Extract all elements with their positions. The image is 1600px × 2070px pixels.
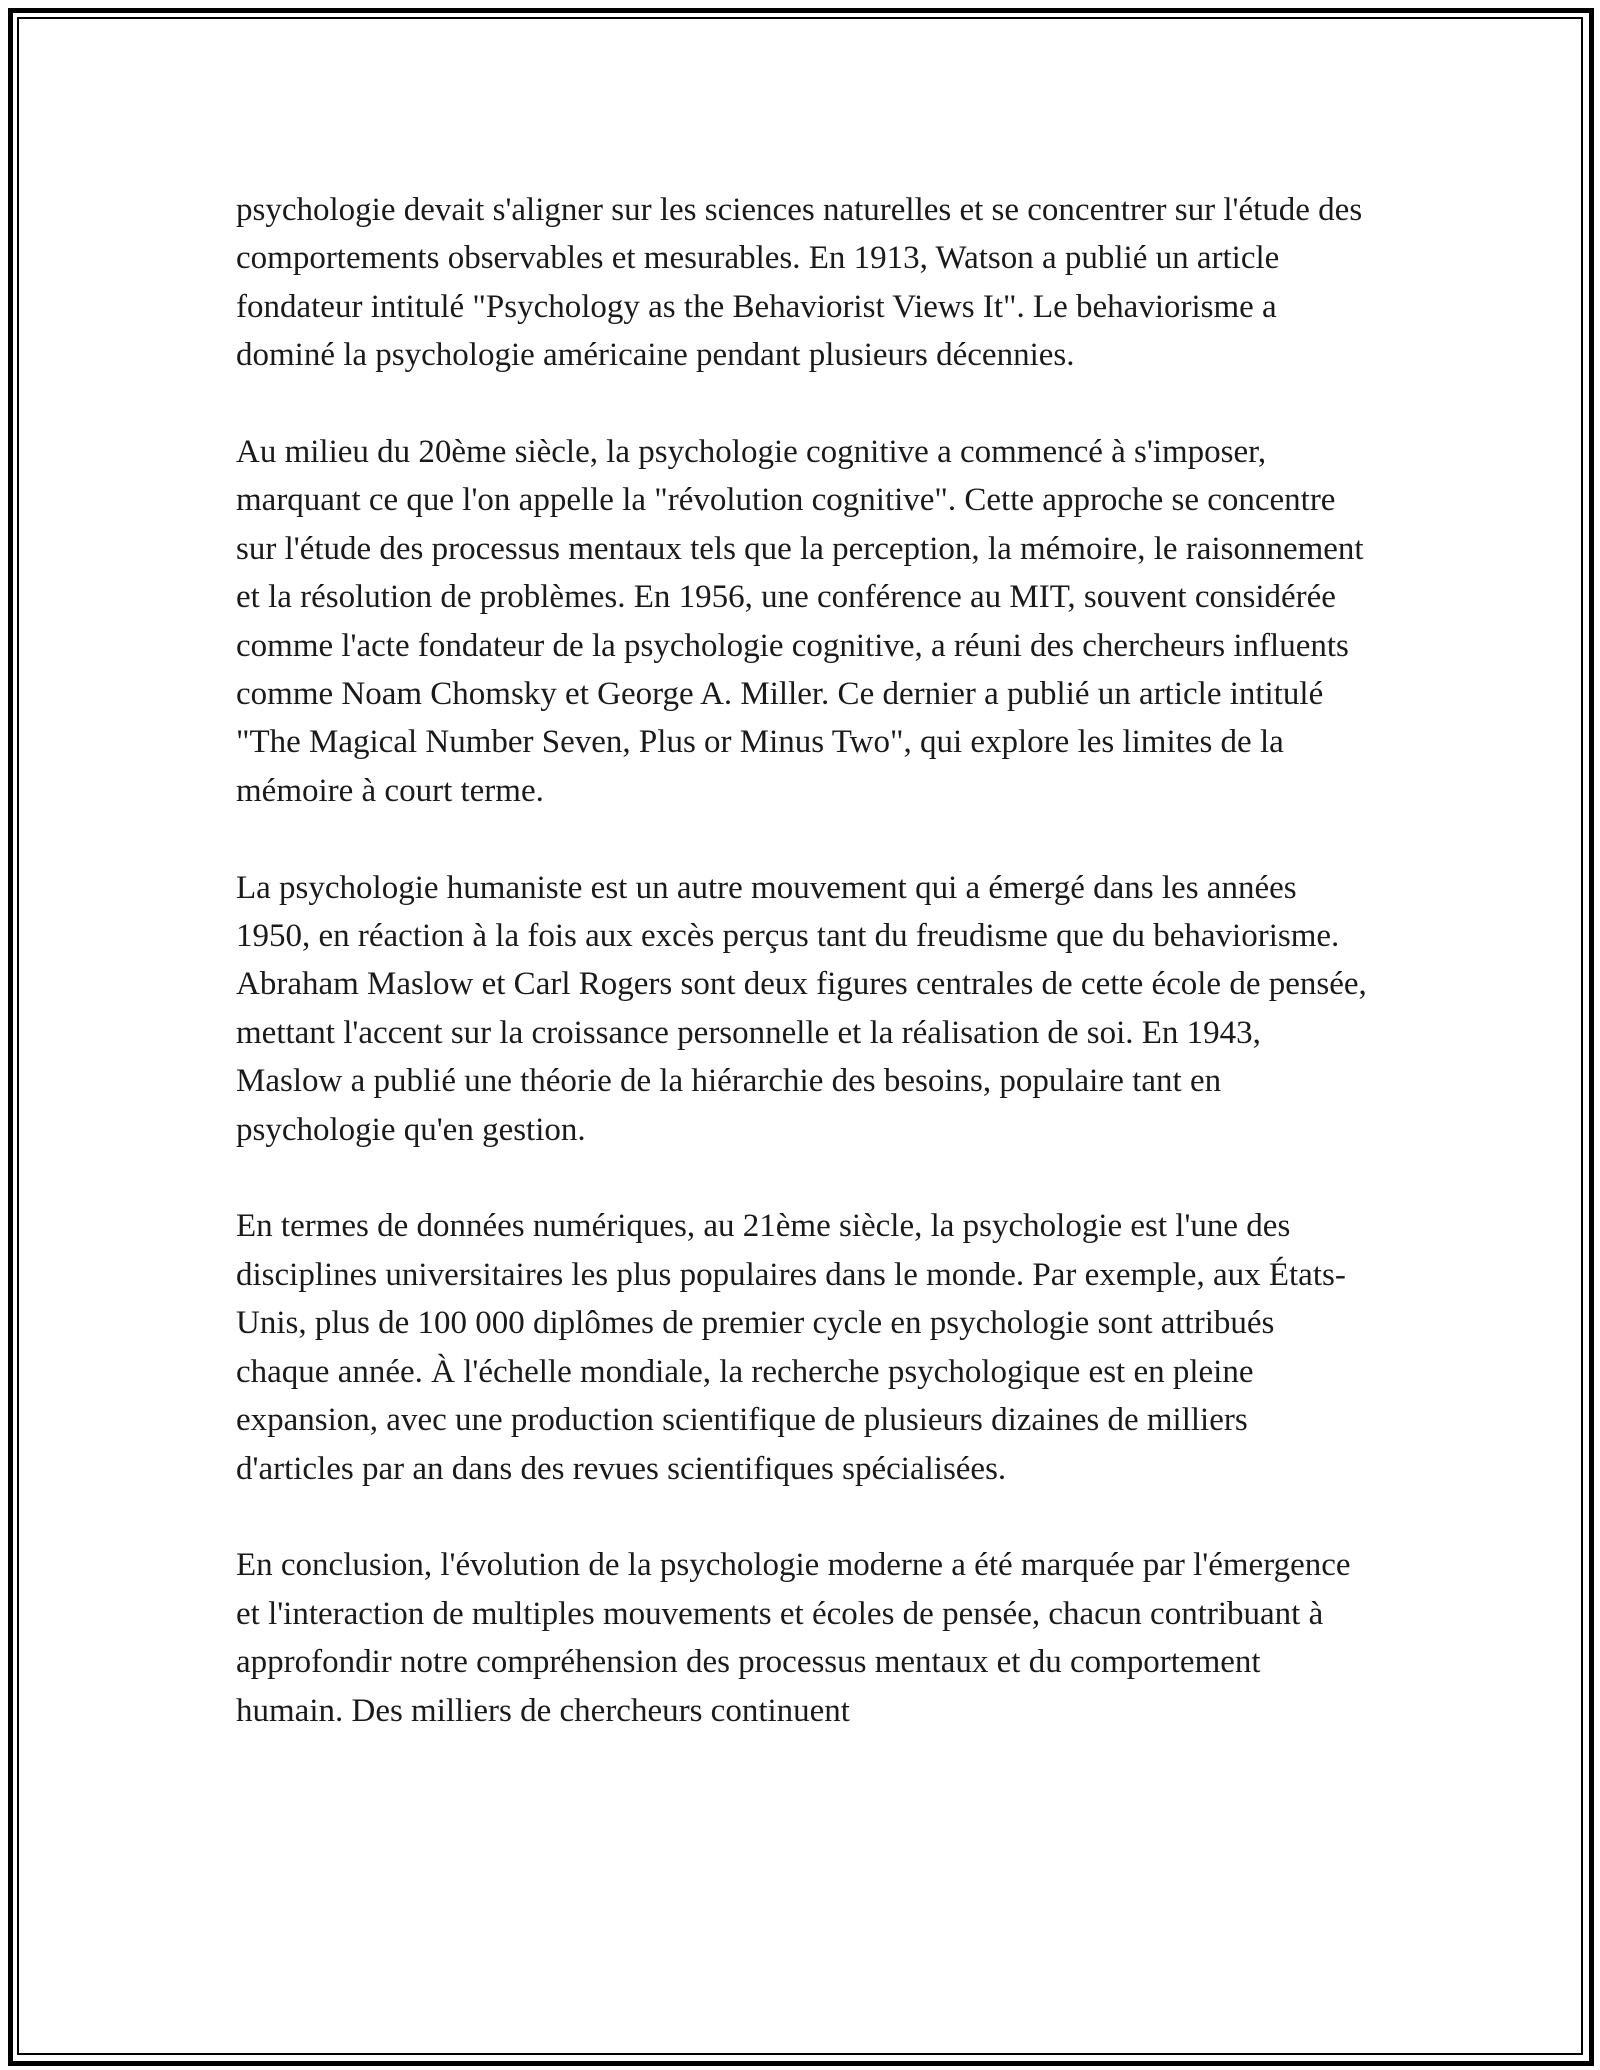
paragraph-humanistic-psychology: La psychologie humaniste est un autre mouvement qui a émergé dans les années 1950, en réaction à la fois aux excès perçus tant du freudisme que du behaviorisme. Abraham Maslow et Carl Rogers sont deux figures centrales de cette école de pensée, mettant l'accent sur la croissance personnelle et la réalisation de soi. En 1943, Maslow a publié une théorie de la hiérarchie des besoins, populaire tant en psychologie qu'en gestion. xyxy=(236,869,1367,1148)
document-body xyxy=(236,186,1371,1735)
paragraph-numeric-data: En termes de données numériques, au 21ème siècle, la psychologie est l'une des disciplines universitaires les plus populaires dans le monde. Par exemple, aux États-Unis, plus de 100 000 diplômes de premier cycle en psychologie sont attribués chaque année. À l'échelle mondiale, la recherche psychologique est en pleine expansion, avec une production scientifique de plusieurs dizaines de milliers d'articles par an dans des revues scientifiques spécialisées. xyxy=(236,1208,1346,1487)
paragraph-cognitive-psychology: Au milieu du 20ème siècle, la psychologie cognitive a commencé à s'imposer, marquant ce que l'on appelle la "révolution cognitive". Cette approche se concentre sur l'étude des processus mentaux tels que la perception, la mémoire, le raisonnement et la résolution de problèmes. En 1956, une conférence au MIT, souvent considérée comme l'acte fondateur de la psychologie cognitive, a réuni des chercheurs influents comme Noam Chomsky et George A. Miller. Ce dernier a publié un article intitulé "The Magical Number Seven, Plus or Minus Two", qui explore les limites de la mémoire à court terme. xyxy=(236,434,1364,809)
paragraph-behaviorism: psychologie devait s'aligner sur les sciences naturelles et se concentrer sur l'étude des comportements observables et mesurables. En 1913, Watson a publié un article fondateur intitulé "Psychology as the Behaviorist Views It". Le behaviorisme a dominé la psychologie américaine pendant plusieurs décennies. xyxy=(236,192,1363,374)
paragraph-conclusion: En conclusion, l'évolution de la psychologie moderne a été marquée par l'émergence et l'interaction de multiples mouvements et écoles de pensée, chacun contribuant à approfondir notre compréhension des processus mentaux et du comportement humain. Des milliers de chercheurs continuent xyxy=(236,1547,1351,1729)
